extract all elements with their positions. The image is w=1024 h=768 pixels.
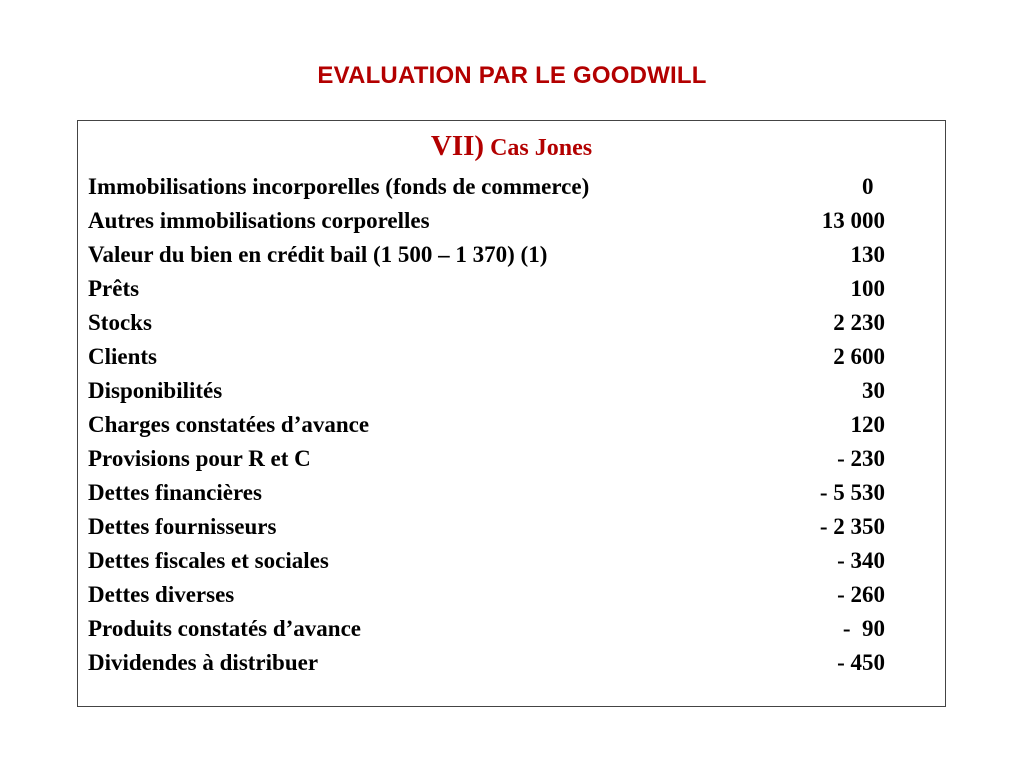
item-label: Dettes fiscales et sociales <box>88 548 329 573</box>
item-value: 13 000 <box>821 208 885 233</box>
list-item <box>88 306 888 340</box>
balance-list <box>88 170 888 680</box>
item-value: 0 <box>862 174 885 199</box>
list-item <box>88 374 888 408</box>
list-item <box>88 238 888 272</box>
item-label: Produits constatés d’avance <box>88 616 362 641</box>
item-value: 30 <box>862 378 885 403</box>
item-value: - 5 530 <box>819 480 885 505</box>
case-number: VII) <box>430 130 485 162</box>
list-item <box>88 510 888 544</box>
item-label: Prêts <box>88 276 140 301</box>
item-label: Autres immobilisations corporelles <box>88 208 430 233</box>
item-value: 2 600 <box>833 344 885 369</box>
item-value: 2 230 <box>833 310 885 335</box>
list-item <box>88 408 888 442</box>
item-label: Dividendes à distribuer <box>88 650 319 675</box>
item-value: - 2 350 <box>819 514 885 539</box>
item-label: Valeur du bien en crédit bail (1 500 – 1 370) (1) <box>88 242 548 267</box>
list-item <box>88 442 888 476</box>
list-item <box>88 646 888 680</box>
item-label: Charges constatées d’avance <box>88 412 370 437</box>
item-label: Clients <box>88 344 157 369</box>
list-item <box>88 578 888 612</box>
item-value: - 230 <box>837 446 885 471</box>
item-label: Dettes fournisseurs <box>88 514 277 539</box>
item-value: - 340 <box>837 548 885 573</box>
item-label: Dettes diverses <box>88 582 235 607</box>
slide-title: EVALUATION PAR LE GOODWILL <box>317 62 707 89</box>
item-value: 100 <box>850 276 885 301</box>
list-item <box>88 272 888 306</box>
item-value: 120 <box>850 412 885 437</box>
list-item <box>88 170 888 204</box>
case-heading <box>78 130 945 163</box>
list-item <box>88 544 888 578</box>
case-name: Cas Jones <box>484 135 593 161</box>
list-item <box>88 340 888 374</box>
content-box <box>77 120 946 707</box>
list-item <box>88 476 888 510</box>
item-label: Disponibilités <box>88 378 223 403</box>
item-value: - 260 <box>837 582 885 607</box>
item-label: Provisions pour R et C <box>88 446 311 471</box>
list-item <box>88 612 888 646</box>
item-value: - 90 <box>842 616 885 641</box>
item-label: Dettes financières <box>88 480 262 505</box>
item-label: Stocks <box>88 310 152 335</box>
item-value: 130 <box>850 242 885 267</box>
list-item <box>88 204 888 238</box>
item-label: Immobilisations incorporelles (fonds de commerce) <box>88 174 590 199</box>
item-value: - 450 <box>837 650 885 675</box>
